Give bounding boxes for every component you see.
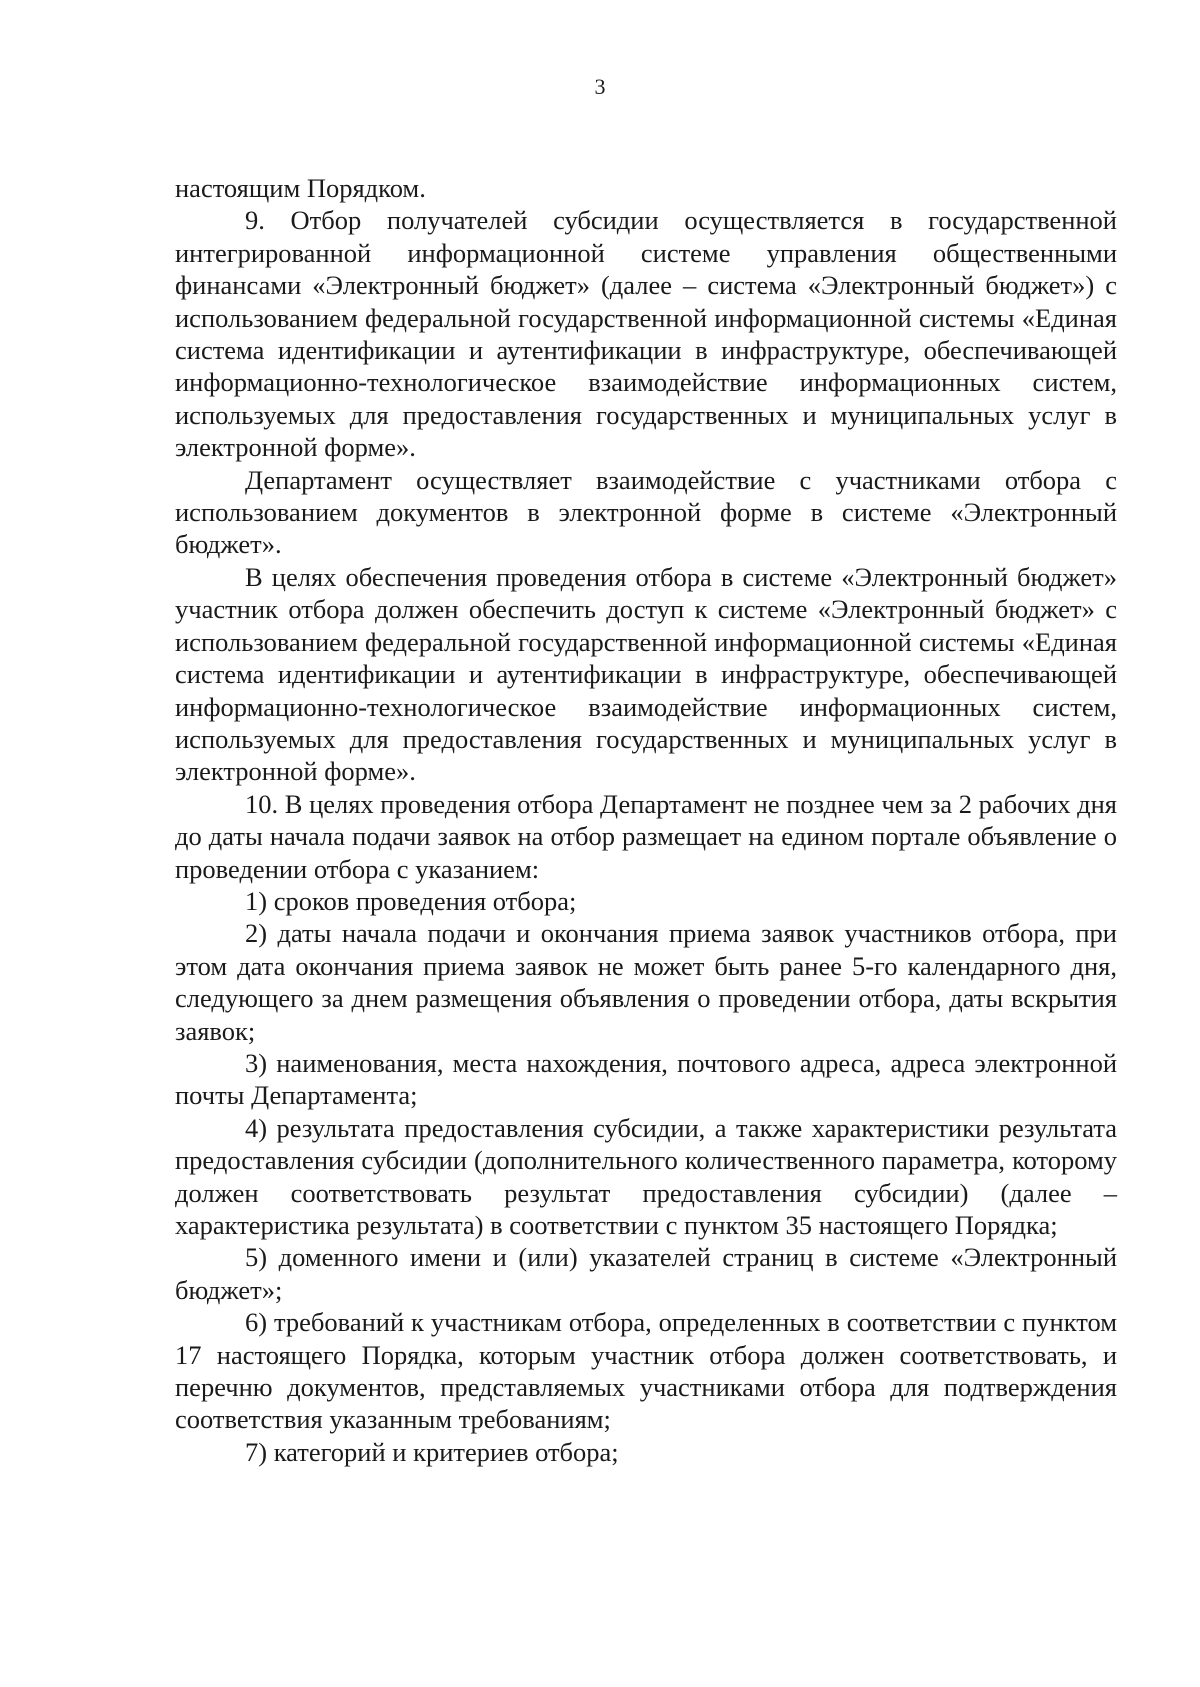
paragraph-item-10: 10. В целях проведения отбора Департамент не позднее чем за 2 рабочих дня до даты начала подачи заявок на отбор размещает на едином портале объявление о проведении отбора с указанием:: [175, 788, 1117, 884]
paragraph-access-requirement: В целях обеспечения проведения отбора в системе «Электронный бюджет» участник отбора должен обеспечить доступ к системе «Электронный бюджет» с использованием федеральной государственной информационной системы «Единая система идентификации и аутентификации в инфраструктуре, обеспечивающей информационно-технологическое взаимодействие информационных систем, используемых для предоставления государственных и муниципальных услуг в электронной форме».: [175, 561, 1117, 787]
list-item-4: 4) результата предоставления субсидии, а также характеристики результата предоставления субсидии (дополнительного количественного параметра, которому должен соответствовать результат предоставления субсидии) (далее – характеристика результата) в соответствии с пунктом 35 настоящего Порядка;: [175, 1112, 1117, 1240]
document-body: [175, 172, 1117, 1468]
page-number: 3: [594, 74, 606, 99]
list-item-3: 3) наименования, места нахождения, почтового адреса, адреса электронной почты Департамента;: [175, 1047, 1117, 1111]
list-item-7: 7) категорий и критериев отбора;: [245, 1436, 619, 1467]
list-item-1: 1) сроков проведения отбора;: [245, 885, 577, 916]
paragraph-continuation: настоящим Порядком.: [175, 173, 426, 203]
list-item-2: 2) даты начала подачи и окончания приема заявок участников отбора, при этом дата окончания приема заявок не может быть ранее 5-го календарного дня, следующего за днем размещения объявления о проведении отбора, даты вскрытия заявок;: [175, 918, 1117, 1046]
paragraph-item-9: 9. Отбор получателей субсидии осуществляется в государственной интегрированной информационной системе управления общественными финансами «Электронный бюджет» (далее – система «Электронный бюджет») с использованием федеральной государственной информационной системы «Единая система идентификации и аутентификации в инфраструктуре, обеспечивающей информационно-технологическое взаимодействие информационных систем, используемых для предоставления государственных и муниципальных услуг в электронной форме».: [175, 205, 1117, 463]
paragraph-department-interaction: Департамент осуществляет взаимодействие с участниками отбора с использованием документов в электронной форме в системе «Электронный бюджет».: [175, 464, 1117, 560]
list-item-5: 5) доменного имени и (или) указателей страниц в системе «Электронный бюджет»;: [175, 1242, 1117, 1305]
list-item-6: 6) требований к участникам отбора, определенных в соответствии с пунктом 17 настоящего Порядка, которым участник отбора должен соответствовать, и перечню документов, представляемых участниками отбора для подтверждения соответствия указанным требованиям;: [175, 1307, 1117, 1435]
